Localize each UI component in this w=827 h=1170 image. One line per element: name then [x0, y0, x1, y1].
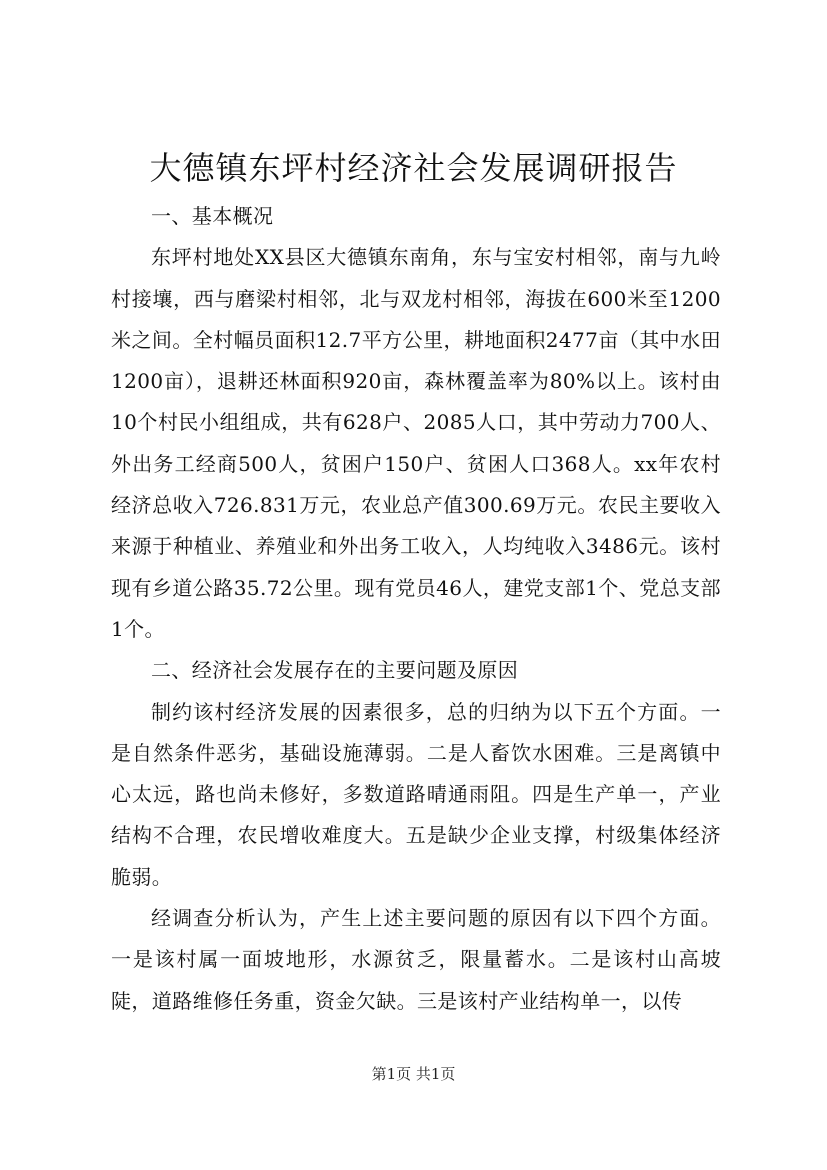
paragraph-overview: 东坪村地处XX县区大德镇东南角，东与宝安村相邻，南与九岭村接壤，西与磨梁村相邻，北与双龙村相邻，海拔在600米至1200米之间。全村幅员面积12.7平方公里，耕地面积2477亩（其中水田1200亩），退耕还林面积920亩，森林覆盖率为80%以上。该村由10个村民小组组成，共有628户、2085人口，其中劳动力700人、外出务工经商500人，贫困户150户、贫困人口368人。xx年农村经济总收入726.831万元，农业总产值300.69万元。农民主要收入来源于种植业、养殖业和外出务工收入，人均纯收入3486元。该村现有乡道公路35.72公里。现有党员46人，建党支部1个、党总支部1个。	[111, 245, 721, 641]
section-heading-problems: 二、经济社会发展存在的主要问题及原因	[151, 658, 519, 683]
document-body	[111, 196, 721, 1022]
section-heading-basic-overview: 一、基本概况	[151, 204, 274, 228]
page-title: 大德镇东坪村经济社会发展调研报告	[149, 149, 678, 187]
page-footer: 第1页 共1页	[371, 1065, 456, 1083]
paragraph-causes: 经调查分析认为，产生上述主要问题的原因有以下四个方面。一是该村属一面坡地形，水源贫乏，限量蓄水。二是该村山高坡陡，道路维修任务重，资金欠缺。三是该村产业结构单一，以传	[111, 906, 721, 1013]
paragraph-constraints: 制约该村经济发展的因素很多，总的归纳为以下五个方面。一是自然条件恶劣，基础设施薄弱。二是人畜饮水困难。三是离镇中心太远，路也尚未修好，多数道路晴通雨阻。四是生产单一，产业结构不合理，农民增收难度大。五是缺少企业支撑，村级集体经济脆弱。	[111, 699, 721, 889]
